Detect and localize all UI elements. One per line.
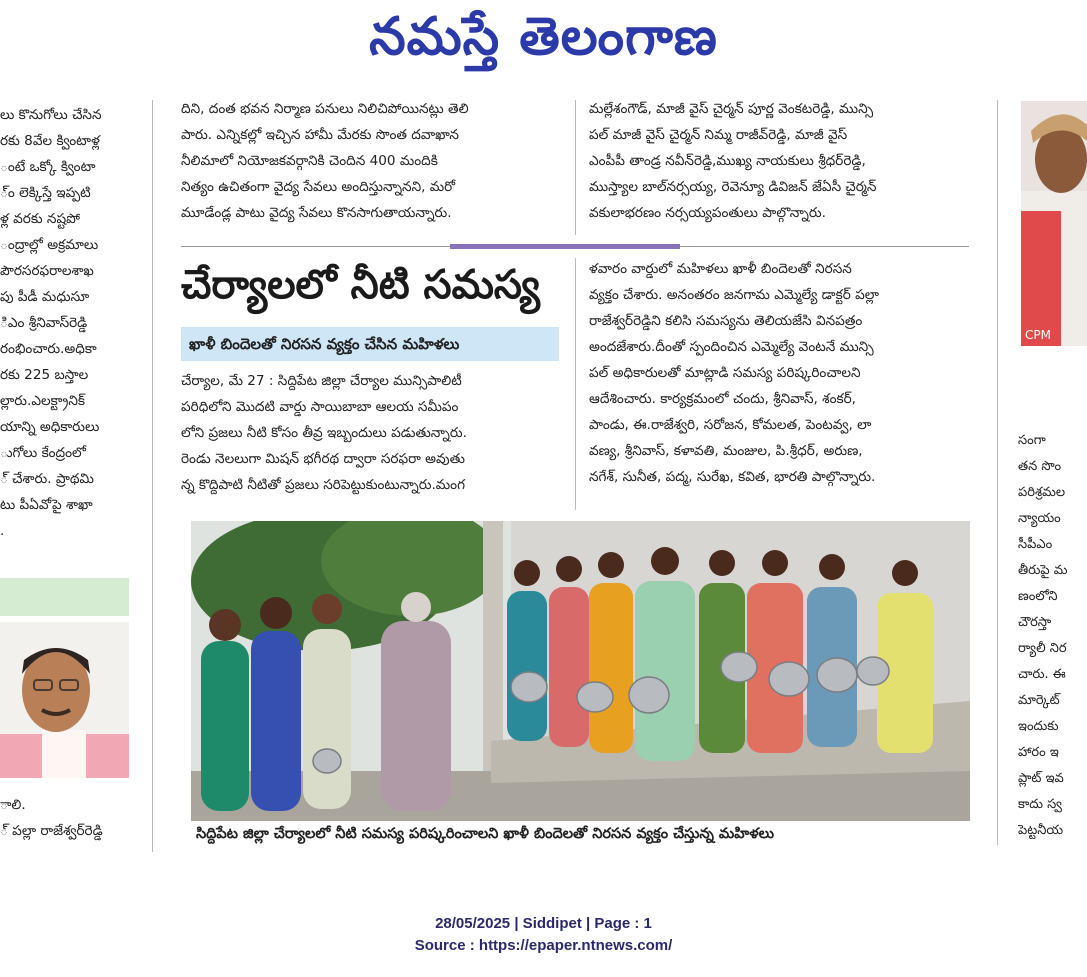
right-line: ప్లాట్ ఇవ: [1018, 771, 1064, 786]
masthead-title: నమస్తే తెలంగాణ: [369, 6, 718, 67]
masthead: [0, 0, 1087, 80]
left-portrait-photo: [0, 622, 129, 778]
article-body-left: [181, 368, 563, 512]
left-line: ంద్రాల్లో అక్రమాలు: [0, 237, 99, 253]
article-body-right: [589, 256, 971, 514]
right-line: తన సొం: [1018, 459, 1062, 474]
article-line: చేర్యాల, మే 27 : సిద్దిపేట జిల్లా చేర్యాల మున్సిపాలిటీ: [181, 373, 462, 389]
top-middle-line: పారు. ఎన్నికల్లో ఇచ్చిన హామీ మేరకు సొంత దవాఖాన: [181, 127, 459, 143]
right-line: తీరుపై మ: [1018, 563, 1068, 578]
left-bottom-line: ాలి.: [0, 797, 26, 813]
column-divider: [152, 100, 153, 852]
left-line: యాన్ని అధికారులు: [0, 419, 100, 435]
left-bottom-text: [0, 792, 146, 852]
left-line: ుగోలు కేంద్రంలో: [0, 445, 87, 461]
right-line: పెట్టనీయ: [1018, 823, 1064, 838]
right-line: న్యాయం: [1018, 511, 1061, 526]
svg-text:CPM: CPM: [1025, 328, 1051, 342]
right-line: కాదు స్వ: [1018, 797, 1063, 812]
left-line: ంటే ఒక్కో క్వింటా: [0, 159, 96, 175]
left-line: రంభించారు.అధికా: [0, 341, 97, 357]
right-edge-photo: [1021, 101, 1087, 346]
left-line: ల్లారు.ఎలక్ట్రానిక్: [0, 393, 86, 409]
top-middle-column: [181, 96, 563, 238]
column-divider: [997, 100, 998, 845]
left-section-band: [0, 578, 129, 616]
left-line: రకు 8వేల క్వింటాళ్ల: [0, 133, 100, 149]
left-line: లు కొనుగోలు చేసిన: [0, 107, 102, 123]
top-right-line: పల్ మాజీ వైస్ చైర్మన్ నిమ్మ రాజీవ్‌రెడ్డి, మాజీ వైస్: [589, 127, 848, 143]
article-line: వణ్య, శ్రీనివాస్, కళావతి, మంజుల, పి.శ్రీధర్, అరుణ,: [589, 443, 863, 459]
right-line: సీపీఎం: [1018, 537, 1053, 552]
left-line: రకు 225 బస్తాల: [0, 367, 89, 383]
left-column: [0, 102, 146, 562]
column-divider: [575, 100, 576, 235]
left-line: ిఎం శ్రీనివాస్‌రెడ్డి: [0, 315, 88, 331]
article-subhead: ఖాళీ బిందెలతో నిరసన వ్యక్తం చేసిన మహిళలు: [181, 327, 559, 361]
left-line: పౌరసరఫరాలశాఖ: [0, 263, 94, 279]
article-line: ళవారం వార్డులో మహిళలు ఖాళీ బిందెలతో నిరసన: [589, 261, 852, 277]
top-middle-line: దిని, దంత భవన నిర్మాణ పనులు నిలిచిపోయినట్లు తెలి: [181, 101, 469, 117]
article-line: పల్ అధికారులతో మాట్లాడి సమస్య పరిష్కరించాలని: [589, 365, 861, 381]
article-line: ఆదేశించారు. కార్యక్రమంలో చందు, శ్రీనివాస్, శంకర్,: [589, 391, 857, 407]
column-divider: [575, 258, 576, 510]
top-right-column: [589, 96, 971, 238]
right-line: ణంలోని: [1018, 589, 1058, 604]
top-middle-line: నిత్యం ఉచితంగా వైద్య సేవలు అందిస్తున్నానని, మరో: [181, 179, 456, 195]
article-line: పరిధిలోని మొదటి వార్డు సాయిబాబా ఆలయ సమీపం: [181, 399, 459, 415]
right-line: మార్కెట్: [1018, 693, 1060, 708]
right-column: [1018, 428, 1087, 853]
left-line: ళ్ల వరకు నష్టపో: [0, 211, 81, 227]
left-bottom-line: ్ పల్లా రాజేశ్వర్‌రెడ్డి: [0, 823, 103, 839]
top-right-line: ఎంపీపీ తాండ్ర నవీన్‌రెడ్డి,ముఖ్య నాయకులు శ్రీధర్‌రెడ్డి,: [589, 153, 866, 169]
footer-date-page: 28/05/2025 | Siddipet | Page : 1: [435, 915, 652, 932]
right-line: చారు. ఈ: [1018, 667, 1066, 682]
right-line: చౌరస్తా: [1018, 615, 1052, 630]
right-line: ఇందుకు: [1018, 719, 1059, 734]
left-line: పు పీడీ మధుసూ: [0, 289, 90, 305]
left-line: టు పీఏవోపై శాఖా: [0, 497, 93, 513]
right-line: ర్యాలీ నిర: [1018, 641, 1067, 656]
section-rule-accent: [450, 244, 680, 249]
right-line: పరిశ్రమల: [1018, 485, 1066, 500]
top-middle-line: నీలిమాలో నియోజకవర్గానికి చెందిన 400 మందికి: [181, 153, 438, 169]
article-line: లోని ప్రజలు నీటి కోసం తీవ్ర ఇబ్బందులు పడుతున్నారు.: [181, 425, 467, 441]
page-footer: [0, 913, 1087, 957]
article-line: రాజేశ్వర్‌రెడ్డిని కలిసి సమస్యను తెలియజేసి వినపత్రం: [589, 313, 863, 329]
footer-source-link[interactable]: Source : https://epaper.ntnews.com/: [414, 937, 673, 954]
article-line: పాండు, ఈ.రాజేశ్వరి, సరోజన, కోమలత, పెంటవ్వ, లా: [589, 417, 872, 433]
article-line: రెండు నెలలుగా మిషన్ భగీరథ ద్వారా సరఫరా అవుతు: [181, 451, 465, 467]
right-line: హారం ఇ: [1018, 745, 1059, 760]
right-line: సంగా: [1018, 433, 1046, 448]
left-line: ్ం లెక్కిస్తే ఇప్పటి: [0, 185, 91, 201]
top-right-line: వకులాభరణం నర్సయ్యపంతులు పాల్గొన్నారు.: [589, 205, 826, 221]
top-right-line: ముస్త్యాల బాల్‌నర్సయ్య, రెవెన్యూ డివిజన్ జేఏసీ చైర్మన్: [589, 179, 877, 195]
top-middle-line: మూడేండ్ల పాటు వైద్య సేవలు కొనసాగుతాయన్నారు.: [181, 205, 452, 221]
article-line: వ్యక్తం చేశారు. అనంతరం జనగామ ఎమ్మెల్యే డాక్టర్ పల్లా: [589, 287, 879, 303]
top-right-line: మల్లేశంగౌడ్, మాజీ వైస్ చైర్మన్ పూర్ణ వెంకటరెడ్డి, మున్సి: [589, 101, 874, 117]
article-photo: [191, 521, 970, 821]
article-headline: చేర్యాలలో నీటి సమస్య: [181, 262, 540, 308]
left-line: ్ చేశారు. ప్రాథమి: [0, 471, 94, 487]
article-line: అందజేశారు.దీంతో స్పందించిన ఎమ్మెల్యే వెంటనే మున్సి: [589, 339, 874, 355]
article-line: న్న కొద్దిపాటి నీటితో ప్రజలు సరిపెట్టుకుంటున్నారు.మంగ: [181, 477, 465, 493]
left-line: .: [0, 523, 5, 539]
article-line: నగేశ్, సునీత, పద్మ, సురేఖ, కవిత, భారతి పాల్గొన్నారు.: [589, 469, 876, 485]
photo-caption: సిద్దిపేట జిల్లా చేర్యాలలో నీటి సమస్య పరిష్కరించాలని ఖాళీ బిందెలతో నిరసన వ్యక్తం చేస్తున్న మహిళలు: [196, 826, 775, 842]
